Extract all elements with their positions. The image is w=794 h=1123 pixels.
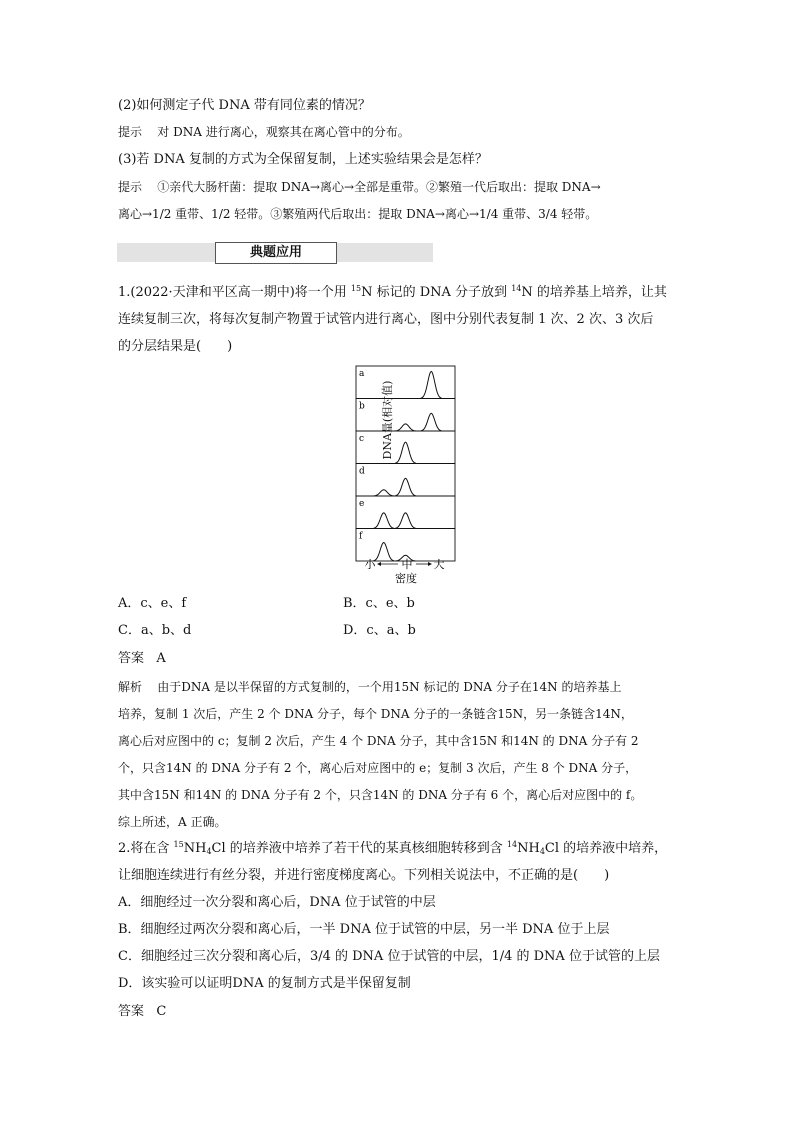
isotope-15: 15 xyxy=(350,284,362,293)
problem2-option-a: A．细胞经过一次分裂和离心后，DNA 位于试管的中层 xyxy=(118,895,436,910)
answer-value: C xyxy=(156,1004,167,1019)
problem2-option-b: B．细胞经过两次分裂和离心后，一半 DNA 位于试管的中层，另一半 DNA 位于上层 xyxy=(118,922,610,937)
analysis-label: 解析 xyxy=(118,680,143,694)
formula-nh: NH xyxy=(517,841,540,856)
peak-b-2 xyxy=(421,413,442,430)
panel-frame-b xyxy=(356,399,455,432)
problem2-option-d: D．该实验可以证明DNA 的复制方式是半保留复制 xyxy=(118,976,411,991)
isotope-14: 14 xyxy=(511,284,522,293)
panel-label-b: b xyxy=(359,401,365,412)
panel-frame-c xyxy=(356,431,455,464)
answer-label: 答案 xyxy=(118,651,145,666)
stem-text: 的培养液中培养， xyxy=(559,841,668,856)
peak-e-1 xyxy=(373,513,394,529)
peak-d-2 xyxy=(395,478,416,495)
peak-f-2 xyxy=(395,555,416,561)
question-3-hint-line1 xyxy=(118,178,601,196)
problem1-option-d: D．c、a、b xyxy=(343,623,416,638)
panel-frame-d xyxy=(356,464,455,497)
panel-frame-a xyxy=(356,366,455,399)
panel-label-e: e xyxy=(359,499,365,509)
peak-f-1 xyxy=(373,542,394,560)
problem1-stem-line2: 连续复制三次，将每次复制产物置于试管内进行离心，图中分别代表复制 1 次、2 次、3 次后 xyxy=(118,312,654,327)
section-banner-title: 典题应用 xyxy=(215,242,337,264)
formula-nh: NH xyxy=(183,841,207,856)
stem-text: 1.(2022·天津和平区高一期中)将一个用 xyxy=(118,285,351,300)
panel-frame-f xyxy=(356,529,455,562)
peak-b-1 xyxy=(395,424,416,431)
analysis-text: 由于DNA 是以半保留的方式复制的，一个用15N 标记的 DNA 分子在14N 的培养基上 xyxy=(157,680,622,694)
problem1-answer xyxy=(118,650,166,668)
panel-label-f: f xyxy=(359,531,363,542)
problem1-stem-line1 xyxy=(118,284,667,302)
chart-ylabel: DNA量(相对值) xyxy=(381,380,394,460)
problem2-option-c: C．细胞经过三次分裂和离心后，3/4 的 DNA 位于试管的中层，1/4 的 DNA 位于试管的上层 xyxy=(118,949,660,964)
x-axis-large: 大 xyxy=(433,558,445,571)
peak-a-1 xyxy=(421,371,442,398)
panel-frame-e xyxy=(356,496,455,529)
problem2-stem-line2: 让细胞连续进行有丝分裂，并进行密度梯度离心。下列相关说法中，不正确的是( ) xyxy=(118,868,610,883)
problem2-answer xyxy=(118,1003,166,1021)
peak-c-1 xyxy=(395,442,416,463)
answer-value: A xyxy=(156,651,166,666)
chart-panels xyxy=(356,366,455,561)
formula-cl: Cl xyxy=(211,841,226,856)
hint-text: 对 DNA 进行离心，观察其在离心管中的分布。 xyxy=(157,125,410,139)
arrow-right-head xyxy=(428,562,432,566)
problem2-stem-line1 xyxy=(118,840,667,858)
formula-sub4: 4 xyxy=(206,847,212,856)
stem-text: N 标记的 DNA 分子放到 xyxy=(361,285,512,300)
answer-label: 答案 xyxy=(118,1004,145,1019)
chart-xlabel: 密度 xyxy=(395,572,417,585)
peak-e-2 xyxy=(395,513,416,529)
problem1-option-c: C．a、b、d xyxy=(118,623,192,638)
isotope-15: 15 xyxy=(173,840,184,849)
analysis-line-5: 其中含15N 和14N 的 DNA 分子有 2 个，只含14N 的 DNA 分子有 6 个，离心后对应图中的 f。 xyxy=(118,788,643,802)
panel-label-d: d xyxy=(359,466,365,477)
hint-label: 提示 xyxy=(118,125,143,139)
hint-text: ①亲代大肠杆菌：提取 DNA→离心→全部是重带。②繁殖一代后取出：提取 DNA→ xyxy=(157,180,601,194)
question-2-hint xyxy=(118,123,410,141)
panel-label-c: c xyxy=(359,434,365,444)
question-3-hint-line2: 离心→1/2 重带、1/2 轻带。③繁殖两代后取出：提取 DNA→离心→1/4 重带、3/4 轻带。 xyxy=(118,207,598,221)
peak-d-1 xyxy=(373,490,394,496)
x-axis-middle: 中 xyxy=(401,558,413,571)
formula-cl: Cl xyxy=(544,841,560,856)
question-2: (2)如何测定子代 DNA 带有同位素的情况？ xyxy=(118,98,371,113)
arrow-left-head xyxy=(377,562,381,566)
panel-label-a: a xyxy=(359,369,365,379)
x-axis-small: 小 xyxy=(364,558,376,571)
analysis-line-2: 培养，复制 1 次后，产生 2 个 DNA 分子，每个 DNA 分子的一条链含15N，另一条链含14N， xyxy=(118,707,633,721)
isotope-14: 14 xyxy=(506,840,518,849)
stem-text: 的培养液中培养了若干代的某真核细胞转移到含 xyxy=(225,841,507,856)
stem-text: N 的培养基上培养，让其 xyxy=(521,285,667,300)
analysis-line-4: 个，只含14N 的 DNA 分子有 2 个，离心后对应图中的 e；复制 3 次后，产生 8 个 DNA 分子， xyxy=(118,761,638,775)
hint-label: 提示 xyxy=(118,180,143,194)
stem-text: 2.将在含 xyxy=(118,841,174,856)
problem1-stem-line3: 的分层结果是( ) xyxy=(118,339,233,354)
analysis-line-6: 综上所述，A 正确。 xyxy=(118,815,227,829)
problem1-option-b: B．c、e、b xyxy=(343,596,415,611)
problem1-option-a: A．c、e、f xyxy=(118,596,187,611)
analysis-line-3: 离心后对应图中的 c；复制 2 次后，产生 4 个 DNA 分子，其中含15N 和14N 的 DNA 分子有 2 xyxy=(118,734,639,748)
question-3: (3)若 DNA 复制的方式为全保留复制，上述实验结果会是怎样？ xyxy=(118,152,488,167)
formula-sub4: 4 xyxy=(539,847,545,856)
analysis-line-1 xyxy=(118,678,621,696)
